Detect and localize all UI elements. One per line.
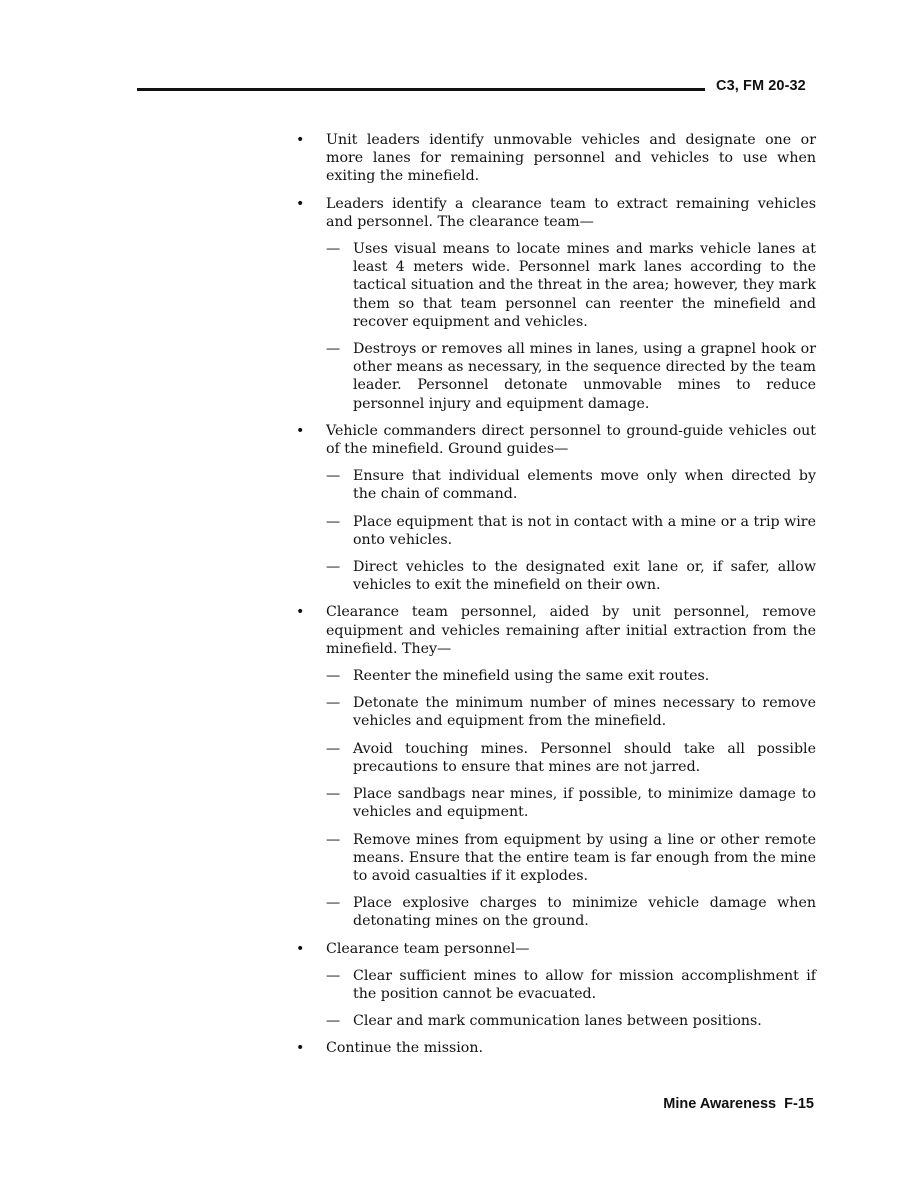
list-item-text: Continue the mission.: [326, 1040, 483, 1057]
list-item: [296, 1039, 816, 1057]
sub-item: [326, 694, 816, 730]
list-item: [296, 422, 816, 595]
dash-icon: —: [326, 468, 341, 485]
sub-item-text: Remove mines from equipment by using a line or other remote means. Ensure that the entire team is far enough from the mine to avoid casualties if it explodes.: [353, 831, 816, 884]
dash-icon: —: [326, 786, 341, 803]
list-item-text: Clearance team personnel, aided by unit personnel, remove equipment and vehicles remaining after initial extraction from the minefield. They—: [326, 604, 816, 657]
sub-item: [326, 1012, 816, 1030]
sub-list: [326, 967, 816, 1031]
sub-item: [326, 740, 816, 776]
sub-item: [326, 667, 816, 685]
list-item-text: Clearance team personnel—: [326, 940, 530, 957]
sub-item: [326, 513, 816, 549]
sub-list: [326, 667, 816, 930]
header-rule: [137, 88, 705, 91]
dash-icon: —: [326, 831, 341, 848]
sub-item: [326, 831, 816, 886]
sub-item-text: Destroys or removes all mines in lanes, using a grapnel hook or other means as necessary, in the sequence directed by the team leader. Personnel detonate unmovable mines to reduce personnel injury and equipment damage.: [353, 341, 816, 412]
sub-list: [326, 467, 816, 594]
dash-icon: —: [326, 895, 341, 912]
sub-item-text: Ensure that individual elements move only when directed by the chain of command.: [353, 468, 816, 503]
sub-item-text: Reenter the minefield using the same exit routes.: [353, 668, 710, 685]
sub-item-text: Direct vehicles to the designated exit lane or, if safer, allow vehicles to exit the minefield on their own.: [353, 559, 816, 594]
sub-item: [326, 558, 816, 594]
list-item: [296, 131, 816, 186]
dash-icon: —: [326, 559, 341, 576]
dash-icon: —: [326, 241, 341, 258]
dash-icon: —: [326, 740, 341, 757]
dash-icon: —: [326, 668, 341, 685]
bullet-icon: •: [296, 940, 305, 957]
manual-code: C3, FM 20-32: [716, 78, 806, 94]
list-item: [296, 603, 816, 930]
bullet-icon: •: [296, 604, 305, 621]
sub-item-text: Detonate the minimum number of mines necessary to remove vehicles and equipment from the minefield.: [353, 695, 816, 730]
dash-icon: —: [326, 341, 341, 358]
bullet-icon: •: [296, 195, 305, 212]
sub-list: [326, 240, 816, 413]
sub-item: [326, 340, 816, 413]
dash-icon: —: [326, 695, 341, 712]
list-item: [296, 195, 816, 413]
sub-item-text: Place sandbags near mines, if possible, to minimize damage to vehicles and equipment.: [353, 786, 816, 821]
list-item: [296, 940, 816, 1031]
bullet-icon: •: [296, 132, 305, 148]
sub-item: [326, 785, 816, 821]
sub-item-text: Place explosive charges to minimize vehicle damage when detonating mines on the ground.: [353, 895, 816, 930]
list-item-text: Leaders identify a clearance team to extract remaining vehicles and personnel. The clearance team—: [326, 195, 816, 230]
list-item-text: Vehicle commanders direct personnel to ground-guide vehicles out of the minefield. Ground guides—: [326, 422, 816, 458]
sub-item-text: Clear and mark communication lanes between positions.: [353, 1013, 762, 1030]
page-footer: Mine Awareness F-15: [663, 1096, 814, 1112]
sub-item: [326, 240, 816, 331]
list-item-text: Unit leaders identify unmovable vehicles and designate one or more lanes for remaining personnel and vehicles to use when exiting the minefield.: [326, 132, 816, 185]
sub-item-text: Clear sufficient mines to allow for mission accomplishment if the position cannot be evacuated.: [353, 967, 816, 1002]
sub-item: [326, 894, 816, 930]
sub-item-text: Place equipment that is not in contact with a mine or a trip wire onto vehicles.: [353, 513, 816, 548]
dash-icon: —: [326, 967, 341, 984]
bullet-list: [296, 131, 816, 1067]
sub-item-text: Uses visual means to locate mines and marks vehicle lanes at least 4 meters wide. Personnel mark lanes according to the tactical situation and the threat in the area; however, they mark them so that team personnel can reenter the minefield and recover equipment and vehicles.: [353, 241, 816, 330]
dash-icon: —: [326, 513, 341, 530]
sub-item: [326, 467, 816, 503]
dash-icon: —: [326, 1013, 341, 1030]
sub-item: [326, 967, 816, 1003]
sub-item-text: Avoid touching mines. Personnel should take all possible precautions to ensure that mines are not jarred.: [353, 740, 816, 775]
bullet-icon: •: [296, 422, 305, 439]
bullet-icon: •: [296, 1040, 305, 1057]
